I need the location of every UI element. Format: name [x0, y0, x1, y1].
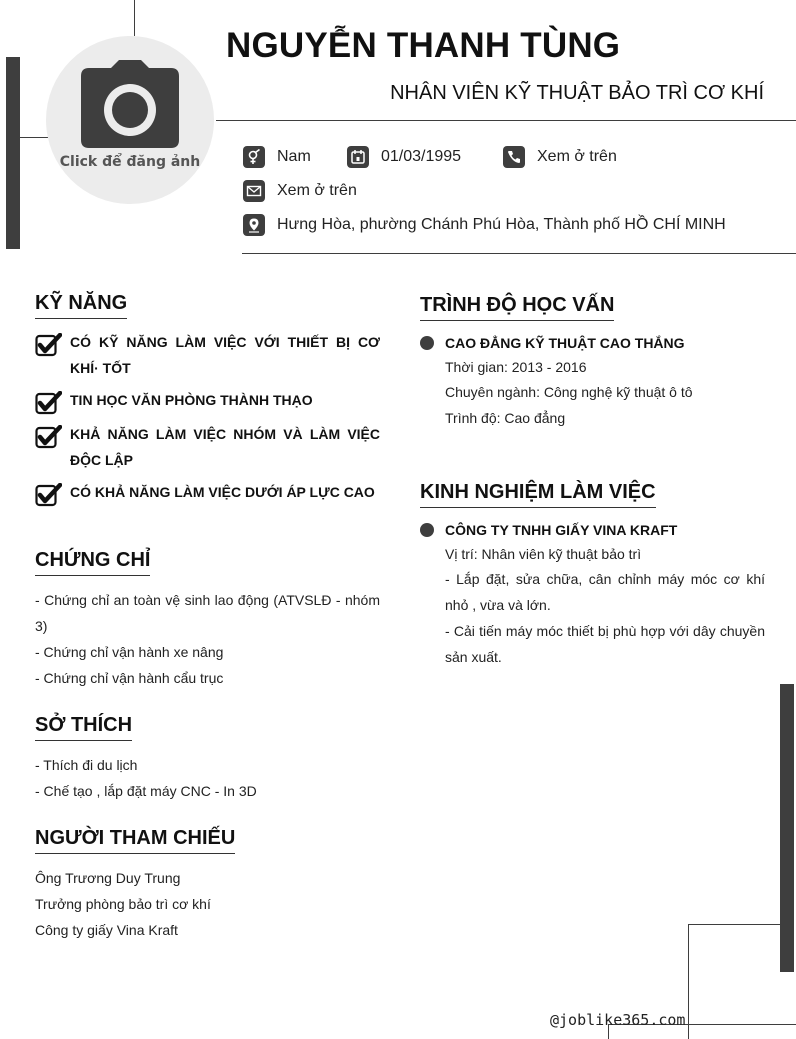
skill-text: CÓ KHẢ NĂNG LÀM VIỆC DƯỚI ÁP LỰC CAO	[70, 484, 375, 500]
checkbox-icon	[35, 391, 62, 415]
contact-address	[243, 214, 726, 236]
checkbox-icon	[35, 483, 62, 507]
skill-item	[35, 391, 380, 415]
references-title: NGƯỜI THAM CHIẾU	[35, 827, 235, 854]
reference-item: Ông Trương Duy Trung	[35, 870, 181, 886]
skill-text: TIN HỌC VĂN PHÒNG THÀNH THẠO	[70, 392, 313, 408]
hobbies-title: SỞ THÍCH	[35, 714, 132, 741]
experience-line: - Cải tiến máy móc thiết bị phù hợp với dây chuyền sản xuất.	[445, 623, 765, 665]
skill-item	[35, 333, 380, 381]
contact-divider	[242, 253, 796, 254]
job-title: NHÂN VIÊN KỸ THUẬT BẢO TRÌ CƠ KHÍ	[390, 82, 764, 104]
corner-line-left	[688, 924, 689, 1039]
hobby-item: - Chế tạo , lắp đặt máy CNC - In 3D	[35, 783, 257, 799]
email-icon	[243, 180, 265, 202]
calendar-icon	[347, 146, 369, 168]
checkbox-icon	[35, 425, 62, 449]
skill-item	[35, 483, 380, 507]
experience-line: - Lắp đặt, sửa chữa, cân chỉnh máy móc cơ khí nhỏ , vừa và lớn.	[445, 571, 765, 613]
education-entry	[420, 331, 765, 431]
experience-section	[420, 481, 765, 670]
photo-upload-label: Click để đăng ảnh	[59, 154, 201, 170]
phone-icon	[503, 146, 525, 168]
contact-email	[243, 180, 357, 202]
skill-item	[35, 425, 380, 473]
certificate-item: - Chứng chỉ an toàn vệ sinh lao động (ATVSLĐ - nhóm 3)	[35, 592, 380, 634]
bullet-dot	[420, 336, 434, 350]
education-line: Trình độ: Cao đẳng	[445, 410, 566, 426]
school-name: CAO ĐẲNG KỸ THUẬT CAO THẮNG	[445, 335, 685, 351]
photo-upload[interactable]	[46, 36, 214, 204]
experience-entry	[420, 518, 765, 670]
candidate-name: NGUYỄN THANH TÙNG	[226, 26, 621, 65]
skill-text: KHẢ NĂNG LÀM VIỆC NHÓM VÀ LÀM VIỆC ĐỘC LẬP	[70, 426, 380, 468]
company-name: CÔNG TY TNHH GIẤY VINA KRAFT	[445, 522, 678, 538]
skills-title: KỸ NĂNG	[35, 292, 127, 319]
address-text: Hưng Hòa, phường Chánh Phú Hòa, Thành phố HỒ CHÍ MINH	[277, 216, 726, 233]
skill-text: CÓ KỸ NĂNG LÀM VIỆC VỚI THIẾT BỊ CƠ KHÍ· TỐT	[70, 334, 380, 376]
skills-list	[35, 333, 380, 507]
left-accent-bar	[6, 57, 20, 249]
bullet-dot	[420, 523, 434, 537]
certificates-list	[35, 587, 380, 691]
experience-title: KINH NGHIỆM LÀM VIỆC	[420, 481, 656, 508]
email-text: Xem ở trên	[277, 182, 357, 199]
references-section	[35, 827, 380, 943]
contact-phone	[503, 146, 617, 168]
contact-birthday	[347, 146, 461, 168]
education-section	[420, 294, 765, 431]
right-accent-bar	[780, 684, 794, 972]
phone-text: Xem ở trên	[537, 148, 617, 165]
education-title: TRÌNH ĐỘ HỌC VẤN	[420, 294, 614, 321]
checkbox-icon	[35, 333, 62, 357]
reference-item: Công ty giấy Vina Kraft	[35, 922, 178, 938]
birthday-text: 01/03/1995	[381, 148, 462, 165]
certificate-item: - Chứng chỉ vận hành xe nâng	[35, 644, 224, 660]
camera-icon	[79, 58, 181, 150]
education-line: Chuyên ngành: Công nghệ kỹ thuật ô tô	[445, 384, 693, 400]
certificates-title: CHỨNG CHỈ	[35, 549, 150, 576]
hobbies-list	[35, 752, 380, 804]
top-vertical-line	[134, 0, 135, 36]
corner-line-top	[688, 924, 780, 925]
reference-item: Trưởng phòng bảo trì cơ khí	[35, 896, 211, 912]
certificates-section	[35, 549, 380, 691]
location-icon	[243, 214, 265, 236]
hobbies-section	[35, 714, 380, 804]
experience-line: Vị trí: Nhân viên kỹ thuật bảo trì	[445, 546, 642, 562]
certificate-item: - Chứng chỉ vận hành cẩu trục	[35, 670, 224, 686]
skills-section	[35, 292, 380, 517]
header-divider	[216, 120, 796, 121]
gender-text: Nam	[277, 148, 311, 165]
contact-gender	[243, 146, 311, 168]
left-horizontal-line	[20, 137, 48, 138]
education-line: Thời gian: 2013 - 2016	[445, 359, 587, 375]
watermark: @joblike365.com	[550, 1011, 686, 1029]
gender-icon	[243, 146, 265, 168]
references-list	[35, 865, 380, 943]
hobby-item: - Thích đi du lịch	[35, 757, 138, 773]
